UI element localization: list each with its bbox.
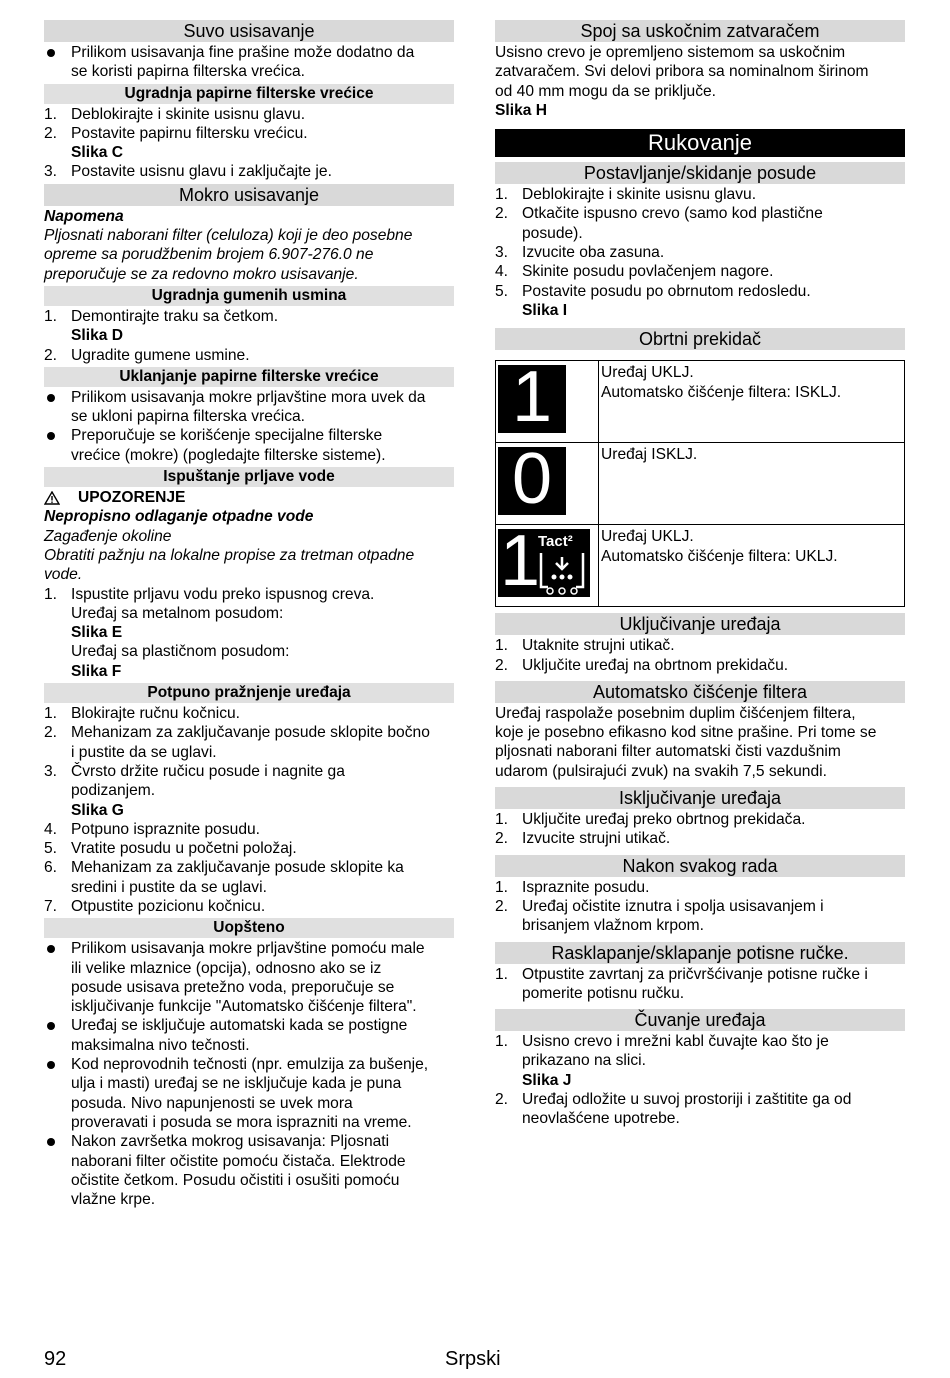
section-heading: Rasklapanje/sklapanje potisne ručke. xyxy=(495,942,905,964)
subsection-heading: Uopšteno xyxy=(44,918,454,938)
list-item: 5. Postavite posudu po obrnutom redosledu. xyxy=(495,282,811,300)
warning-text: vode. xyxy=(44,566,83,584)
list-item: 1. Ispustite prljavu vodu preko ispusnog creva. xyxy=(44,585,375,603)
paragraph-line: Uređaj raspolaže posebnim duplim čišćenjem filtera, xyxy=(495,704,856,722)
switch-off-icon: 0 xyxy=(498,447,566,515)
bullet-item-cont: vlažne krpe. xyxy=(71,1191,156,1209)
paragraph-line: udarom (pulsirajući zvuk) na svakih 7,5 sekundi. xyxy=(495,762,827,780)
table-row xyxy=(496,361,905,443)
list-item: 4. Skinite posudu povlačenjem nagore. xyxy=(495,263,774,281)
section-heading: Suvo usisavanje xyxy=(44,20,454,42)
subsection-heading: Ispuštanje prljave vode xyxy=(44,467,454,487)
bullet-item: Preporučuje se korišćenje specijalne filterske xyxy=(44,426,454,445)
bullet-item-cont: očistite četkom. Posudu očistiti i osušiti pomoću xyxy=(71,1171,400,1189)
switch-icon-cell xyxy=(496,521,599,607)
switch-desc-line: Uređaj UKLJ. xyxy=(601,528,694,546)
bullet-item-cont: ulja i masti) uređaj se ne isključuje kada je puna xyxy=(71,1075,402,1093)
bullet-item: Prilikom usisavanja mokre prljavštine mora uvek da xyxy=(44,388,454,407)
list-item: 3. Čvrsto držite ručicu posude i nagnite ga xyxy=(44,762,345,780)
list-item: 2. Izvucite strujni utikač. xyxy=(495,830,671,848)
paragraph-line: koje je posebno efikasno kod sitne prašine. Pri tome se xyxy=(495,724,877,742)
list-item-cont: posude). xyxy=(522,224,583,242)
switch-on-icon: 1 xyxy=(498,365,566,433)
warning-label: UPOZORENJE xyxy=(44,488,454,507)
switch-desc-line: Automatsko čišćenje filtera: ISKLJ. xyxy=(601,383,842,401)
bullet-item-cont: maksimalna nivo tečnosti. xyxy=(71,1036,250,1054)
switch-desc-line: Uređaj ISKLJ. xyxy=(601,446,698,464)
figure-ref: Slika D xyxy=(71,327,124,345)
list-item-cont: pomerite potisnu ručku. xyxy=(522,984,685,1002)
chapter-heading: Rukovanje xyxy=(495,129,905,157)
note-text: preporučuje se za redovno mokro usisavanje. xyxy=(44,265,359,283)
list-item-cont: podizanjem. xyxy=(71,782,156,800)
bullet-item: Prilikom usisavanja fine prašine može dodatno da xyxy=(44,43,454,62)
bullet-item: Nakon završetka mokrog usisavanja: Pljosnati xyxy=(44,1132,454,1151)
list-item: 1. Otpustite zavrtanj za pričvršćivanje potisne ručke i xyxy=(495,965,868,983)
note-text: opreme sa porudžbenim brojem 6.907-276.0 ne xyxy=(44,246,374,264)
figure-ref: Slika C xyxy=(71,144,124,162)
paragraph-line: zatvaračem. Svi delovi pribora sa nominalnom širinom xyxy=(495,63,869,81)
subsection-heading: Ugradnja papirne filterske vrećice xyxy=(44,84,454,104)
note-text: Pljosnati naborani filter (celuloza) koji je deo posebne xyxy=(44,227,413,245)
bullet-item-cont: proveravati i posuda se mora isprazniti na vreme. xyxy=(71,1113,412,1131)
warning-title: Nepropisno odlaganje otpadne vode xyxy=(44,508,314,526)
bullet-item-cont: ili velike mlaznice (opcija), odnosno ako se iz xyxy=(71,959,382,977)
bullet-item: Prilikom usisavanja mokre prljavštine pomoću male xyxy=(44,939,454,958)
list-item: 6. Mehanizam za zaključavanje posude sklopite ka xyxy=(44,859,404,877)
list-item: 3. Postavite usisnu glavu i zaključajte je. xyxy=(44,163,332,181)
figure-ref: Slika F xyxy=(71,662,122,680)
list-item: 3. Izvucite oba zasuna. xyxy=(495,244,665,262)
figure-ref: Slika E xyxy=(71,624,123,642)
section-heading: Mokro usisavanje xyxy=(44,184,454,206)
bullet-item-cont: se koristi papirna filterska vrećica. xyxy=(71,63,305,81)
figure-ref: Slika H xyxy=(495,101,548,119)
paragraph-line: od 40 mm mogu da se priključe. xyxy=(495,82,717,100)
list-item: 1. Utaknite strujni utikač. xyxy=(495,637,675,655)
bullet-item-cont: posude usisava pretežno voda, preporučuje se xyxy=(71,978,395,996)
section-heading: Postavljanje/skidanje posude xyxy=(495,162,905,184)
list-item: 2. Uređaj odložite u suvoj prostoriji i zaštitite ga od xyxy=(495,1091,852,1109)
bullet-item-cont: vrećice (mokre) (pogledajte filterske sisteme). xyxy=(71,446,386,464)
section-heading: Automatsko čišćenje filtera xyxy=(495,681,905,703)
switch-desc-line: Automatsko čišćenje filtera: UKLJ. xyxy=(601,547,838,565)
bullet-icon xyxy=(47,49,55,57)
bullet-icon xyxy=(47,394,55,402)
paragraph-line: pljosnati naborani filter automatski čisti vazdušnim xyxy=(495,743,841,761)
list-item-cont: sredini i pustite da se uglavi. xyxy=(71,878,267,896)
list-item: 2. Ugradite gumene usmine. xyxy=(44,346,250,364)
section-heading: Isključivanje uređaja xyxy=(495,787,905,809)
section-heading: Nakon svakog rada xyxy=(495,855,905,877)
bullet-icon xyxy=(47,1138,55,1146)
subsection-heading: Uklanjanje papirne filterske vrećice xyxy=(44,367,454,387)
note-title: Napomena xyxy=(44,207,124,225)
figure-ref: Slika J xyxy=(522,1071,572,1089)
switch-desc-cell xyxy=(599,443,905,525)
section-heading: Spoj sa uskočnim zatvaračem xyxy=(495,20,905,42)
list-item: 4. Potpuno ispraznite posudu. xyxy=(44,820,260,838)
list-item: 1. Demontirajte traku sa četkom. xyxy=(44,307,279,325)
bullet-icon xyxy=(47,1022,55,1030)
warning-icon xyxy=(44,491,60,505)
list-item: 1. Ispraznite posudu. xyxy=(495,878,650,896)
bullet-item-cont: posuda. Nivo napunjenosti se uvek mora xyxy=(71,1094,353,1112)
list-item: 2. Postavite papirnu filtersku vrećicu. xyxy=(44,124,308,142)
list-item: 1. Deblokirajte i skinite usisnu glavu. xyxy=(44,105,306,123)
switch-icon-cell xyxy=(496,357,599,443)
page-number: 92 xyxy=(44,1348,67,1370)
list-item: 1. Uključite uređaj preko obrtnog prekidača. xyxy=(495,811,806,829)
table-row xyxy=(496,525,905,607)
bullet-item-cont: se ukloni papirna filterska vrećica. xyxy=(71,408,306,426)
list-item-cont: Uređaj sa plastičnom posudom: xyxy=(71,643,290,661)
subsection-heading: Ugradnja gumenih usmina xyxy=(44,286,454,306)
figure-ref: Slika G xyxy=(71,801,124,819)
list-item: 5. Vratite posudu u početni položaj. xyxy=(44,840,297,858)
bullet-item: Kod neprovodnih tečnosti (npr. emulzija za bušenje, xyxy=(44,1055,454,1074)
list-item: 2. Uređaj očistite iznutra i spolja usisavanjem i xyxy=(495,897,824,915)
bullet-icon xyxy=(47,945,55,953)
list-item-cont: i pustite da se uglavi. xyxy=(71,743,217,761)
figure-ref: Slika I xyxy=(522,301,568,319)
bullet-item-cont: naborani filter očistite pomoću čistača. Elektrode xyxy=(71,1152,406,1170)
list-item-cont: prikazano na slici. xyxy=(522,1052,646,1070)
left-column xyxy=(44,18,454,1209)
bullet-icon xyxy=(47,432,55,440)
tact-filter-icon xyxy=(538,551,586,595)
bullet-item: Uređaj se isključuje automatski kada se postigne xyxy=(44,1016,454,1035)
list-item: 1. Usisno crevo i mrežni kabl čuvajte kao što je xyxy=(495,1033,829,1051)
section-heading: Obrtni prekidač xyxy=(495,328,905,350)
list-item: 7. Otpustite pozicionu kočnicu. xyxy=(44,897,266,915)
right-column xyxy=(495,18,905,1129)
switch-desc-line: Uređaj UKLJ. xyxy=(601,364,694,382)
bullet-item-cont: isključivanje funkcije "Automatsko čišćenje filtera". xyxy=(71,998,417,1016)
section-heading: Čuvanje uređaja xyxy=(495,1009,905,1031)
list-item: 1. Deblokirajte i skinite usisnu glavu. xyxy=(495,186,757,204)
table-row xyxy=(496,443,905,525)
list-item: 2. Otkačite ispusno crevo (samo kod plastične xyxy=(495,205,823,223)
switch-icon-cell xyxy=(496,439,599,525)
switch-tact-icon: 1 Tact² xyxy=(498,529,590,597)
list-item-cont: neovlašćene upotrebe. xyxy=(522,1110,680,1128)
section-heading: Uključivanje uređaja xyxy=(495,613,905,635)
list-item: 2. Uključite uređaj na obrtnom prekidaču. xyxy=(495,656,789,674)
switch-table xyxy=(495,357,905,607)
switch-desc-cell xyxy=(599,361,905,443)
bullet-icon xyxy=(47,1061,55,1069)
paragraph-line: Usisno crevo je opremljeno sistemom sa uskočnim xyxy=(495,44,846,61)
warning-text: Obratiti pažnju na lokalne propise za tretman otpadne xyxy=(44,546,415,564)
warning-text: Zagađenje okoline xyxy=(44,527,172,545)
list-item: 2. Mehanizam za zaključavanje posude sklopite bočno xyxy=(44,724,430,742)
list-item-cont: brisanjem vlažnom krpom. xyxy=(522,917,704,935)
subsection-heading: Potpuno pražnjenje uređaja xyxy=(44,683,454,703)
footer-language: Srpski xyxy=(445,1348,501,1370)
switch-desc-cell xyxy=(599,525,905,607)
list-item: 1. Blokirajte ručnu kočnicu. xyxy=(44,705,241,723)
list-item-cont: Uređaj sa metalnom posudom: xyxy=(71,604,284,622)
